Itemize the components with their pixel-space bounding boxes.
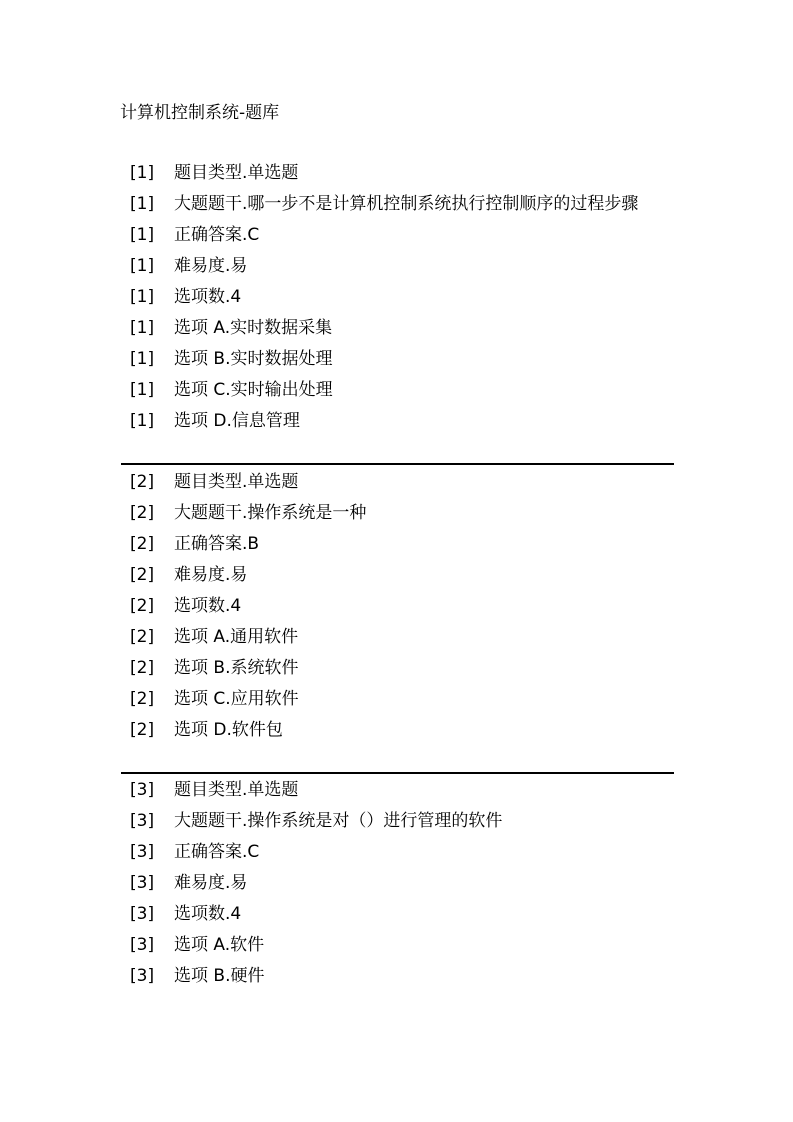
question-line [0,406,793,437]
difficulty: 难易度.易 [174,565,248,585]
option-d: 选项 D.软件包 [174,720,283,740]
question-number: [3] [130,966,155,986]
question-line [0,467,793,498]
question-line [0,529,793,560]
question-line [0,498,793,529]
difficulty: 难易度.易 [174,256,248,276]
correct-answer: 正确答案.C [174,842,260,862]
question-number: [2] [130,596,155,616]
question-line [0,775,793,806]
option-a: 选项 A.通用软件 [174,627,299,647]
question-number: [3] [130,935,155,955]
question-line [0,158,793,189]
question-number: [2] [130,565,155,585]
question-stem: 大题题干.哪一步不是计算机控制系统执行控制顺序的过程步骤 [174,194,639,214]
question-number: [2] [130,503,155,523]
question-number: [2] [130,627,155,647]
question-number: [1] [130,225,155,245]
question-line [0,868,793,899]
question-stem: 大题题干.操作系统是一种 [174,503,367,523]
question-number: [1] [130,256,155,276]
question-number: [3] [130,842,155,862]
question-line [0,344,793,375]
question-number: [1] [130,163,155,183]
option-c: 选项 C.应用软件 [174,689,299,709]
option-c: 选项 C.实时输出处理 [174,380,333,400]
question-divider [121,463,674,465]
correct-answer: 正确答案.B [174,534,260,554]
option-b: 选项 B.实时数据处理 [174,349,333,369]
question-number: [2] [130,658,155,678]
question-number: [3] [130,780,155,800]
page-title: 计算机控制系统-题库 [120,103,280,123]
difficulty: 难易度.易 [174,873,248,893]
question-line [0,653,793,684]
question-number: [2] [130,534,155,554]
option-b: 选项 B.系统软件 [174,658,299,678]
question-number: [1] [130,194,155,214]
option-count: 选项数.4 [174,904,242,924]
question-number: [1] [130,318,155,338]
option-b: 选项 B.硬件 [174,966,265,986]
question-type: 题目类型.单选题 [174,780,299,800]
question-number: [1] [130,380,155,400]
question-line [0,591,793,622]
question-divider [121,772,674,774]
question-line [0,837,793,868]
question-line [0,715,793,746]
question-number: [1] [130,411,155,431]
correct-answer: 正确答案.C [174,225,260,245]
question-line [0,899,793,930]
question-number: [2] [130,689,155,709]
question-number: [2] [130,472,155,492]
question-line [0,375,793,406]
question-type: 题目类型.单选题 [174,163,299,183]
question-stem: 大题题干.操作系统是对（）进行管理的软件 [174,811,503,831]
option-a: 选项 A.实时数据采集 [174,318,333,338]
question-number: [1] [130,349,155,369]
question-line [0,313,793,344]
question-line [0,806,793,837]
question-line [0,251,793,282]
question-number: [3] [130,873,155,893]
option-count: 选项数.4 [174,596,242,616]
question-number: [2] [130,720,155,740]
question-line [0,189,793,220]
option-count: 选项数.4 [174,287,242,307]
question-number: [3] [130,904,155,924]
question-line [0,622,793,653]
question-line [0,930,793,961]
question-line [0,560,793,591]
question-line [0,220,793,251]
question-number: [3] [130,811,155,831]
option-a: 选项 A.软件 [174,935,265,955]
option-d: 选项 D.信息管理 [174,411,300,431]
question-line [0,684,793,715]
question-type: 题目类型.单选题 [174,472,299,492]
question-line [0,282,793,313]
question-number: [1] [130,287,155,307]
question-line [0,961,793,992]
